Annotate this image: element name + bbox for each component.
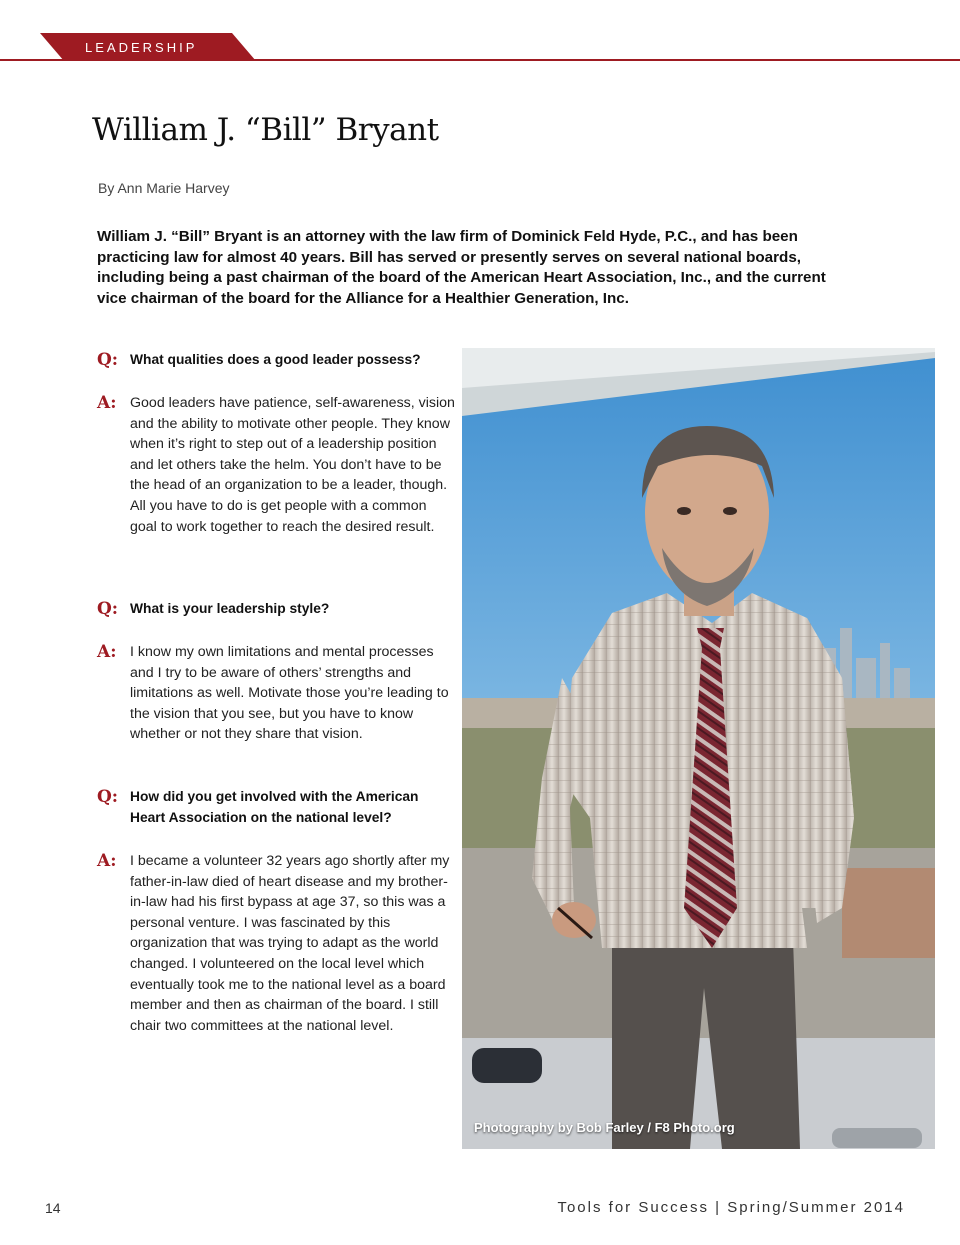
- question-text: How did you get involved with the American Heart Association on the national level?: [130, 789, 419, 825]
- section-label: LEADERSHIP: [85, 40, 198, 55]
- question-text: What is your leadership style?: [130, 601, 330, 616]
- answer-mark: A:: [97, 393, 117, 413]
- answer-text: Good leaders have patience, self-awareness, vision and the ability to motivate other people. They know when it’s right to step out of a leadership position and let others take the helm. You don’t have to be the head of an organization to be a leader, though. All you have to do is get people with a common goal to work together to reach the desired result.: [130, 395, 455, 535]
- portrait-photo: [462, 348, 935, 1149]
- answer-mark: A:: [97, 642, 117, 662]
- answer-text: I became a volunteer 32 years ago shortly after my father-in-law died of heart disease and my brother-in-law had his first bypass at age 37, so this was a personal venture. I was fascinated by this organization that was trying to adapt as the world changed. I volunteered on the local level which eventually took me to the national level as a board member and then as chairman of the board. I still chair two committees at the national level.: [130, 853, 450, 1034]
- publication-footer: Tools for Success | Spring/Summer 2014: [557, 1199, 905, 1216]
- header-rule: [0, 59, 960, 61]
- question-text: What qualities does a good leader possess?: [130, 352, 421, 367]
- question-1: [97, 350, 457, 371]
- answer-mark: A:: [97, 851, 117, 871]
- intro-paragraph: William J. “Bill” Bryant is an attorney with the law firm of Dominick Feld Hyde, P.C., and has been practicing law for almost 40 years. Bill has served or presently serves on several national boards, including being a past chairman of the board of the American Heart Association, Inc., and the current vice chairman of the board for the Alliance for a Healthier Generation, Inc.: [97, 228, 826, 307]
- question-mark: Q:: [97, 350, 119, 370]
- photo-credit: Photography by Bob Farley / F8 Photo.org: [474, 1120, 735, 1135]
- answer-2: [97, 642, 457, 745]
- article-title: William J. “Bill” Bryant: [92, 112, 439, 148]
- answer-1: [97, 393, 457, 537]
- question-2: [97, 599, 457, 620]
- byline: By Ann Marie Harvey: [98, 180, 230, 196]
- answer-3: [97, 851, 457, 1036]
- question-mark: Q:: [97, 787, 119, 807]
- answer-text: I know my own limitations and mental processes and I try to be aware of others’ strengths and limitations as well. Motivate those you’re leading to the vision that you see, but you have to know whether or not they share that vision.: [130, 644, 449, 743]
- question-3: [97, 787, 457, 828]
- page-number: 14: [45, 1200, 61, 1216]
- question-mark: Q:: [97, 599, 119, 619]
